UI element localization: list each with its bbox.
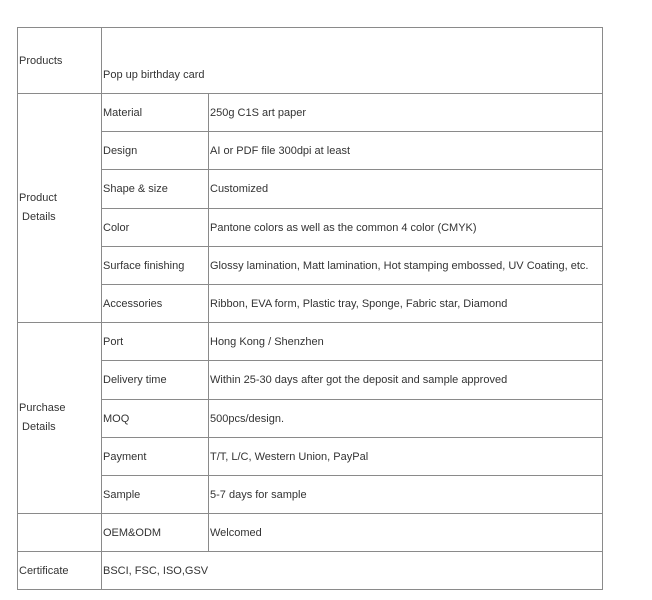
product-details-label [18, 94, 101, 322]
products-value-text: Pop up birthday card [103, 69, 205, 81]
purchase-details-label-line2: Details [19, 421, 56, 433]
table-row-attr [102, 361, 208, 399]
purchase-details-label-line1: Purchase [19, 402, 66, 414]
certificate-label [18, 552, 101, 589]
table-row-attr [102, 400, 208, 437]
attr-label: Design [103, 144, 138, 157]
table-row-value [209, 209, 602, 246]
table-row-attr [102, 323, 208, 360]
attr-value: 5-7 days for sample [210, 488, 307, 501]
attr-label: OEM&ODM [103, 526, 162, 539]
attr-label: Sample [103, 488, 141, 501]
attr-value: Welcomed [210, 526, 262, 539]
certificate-label-text: Certificate [19, 564, 69, 577]
table-row-value [209, 285, 602, 322]
attr-value: Pantone colors as well as the common 4 color (CMYK) [210, 221, 477, 234]
attr-label: Accessories [103, 297, 163, 310]
attr-value: Within 25-30 days after got the deposit and sample approved [210, 374, 508, 386]
table-row-value [209, 323, 602, 360]
purchase-details-label [18, 323, 101, 513]
certificate-value [102, 552, 602, 589]
table-row-attr [102, 247, 208, 284]
table-row-attr [102, 94, 208, 131]
attr-value: 250g C1S art paper [210, 106, 307, 119]
attr-label: MOQ [103, 412, 130, 425]
table-row-attr [102, 170, 208, 208]
attr-value: AI or PDF file 300dpi at least [210, 144, 351, 157]
table-row-value [209, 170, 602, 208]
table-row-value [209, 247, 602, 284]
product-details-label-line1: Product [19, 192, 57, 204]
attr-label: Surface finishing [103, 259, 185, 272]
attr-label: Payment [103, 450, 147, 463]
attr-label: Shape & size [103, 183, 168, 195]
attr-label: Delivery time [103, 374, 167, 386]
table-row-attr [102, 438, 208, 475]
table-row-value [209, 132, 602, 169]
table-row-value [209, 94, 602, 131]
table-row-attr [102, 285, 208, 322]
attr-label: Color [103, 221, 130, 234]
oem-attr [102, 514, 208, 551]
attr-value: 500pcs/design. [210, 412, 284, 425]
attr-value: Ribbon, EVA form, Plastic tray, Sponge, Fabric star, Diamond [210, 297, 508, 310]
attr-label: Material [103, 106, 143, 119]
certificate-value-text: BSCI, FSC, ISO,GSV [103, 564, 209, 577]
table-row-attr [102, 209, 208, 246]
table-row-value [209, 400, 602, 437]
attr-value: Customized [210, 183, 269, 195]
products-label [18, 28, 101, 93]
table-row-attr [102, 476, 208, 513]
table-row-attr [102, 132, 208, 169]
oem-value [209, 514, 602, 551]
table-row-value [209, 361, 602, 399]
attr-label: Port [103, 335, 124, 348]
attr-value: T/T, L/C, Western Union, PayPal [210, 450, 369, 463]
products-label-text: Products [19, 55, 63, 67]
oem-empty-label [18, 514, 101, 551]
products-value [102, 28, 602, 93]
attr-value: Hong Kong / Shenzhen [210, 335, 324, 348]
table-row-value [209, 476, 602, 513]
table-row-value [209, 438, 602, 475]
product-details-label-line2: Details [19, 211, 56, 223]
attr-value: Glossy lamination, Matt lamination, Hot stamping embossed, UV Coating, etc. [210, 259, 589, 272]
spec-table [17, 27, 603, 590]
